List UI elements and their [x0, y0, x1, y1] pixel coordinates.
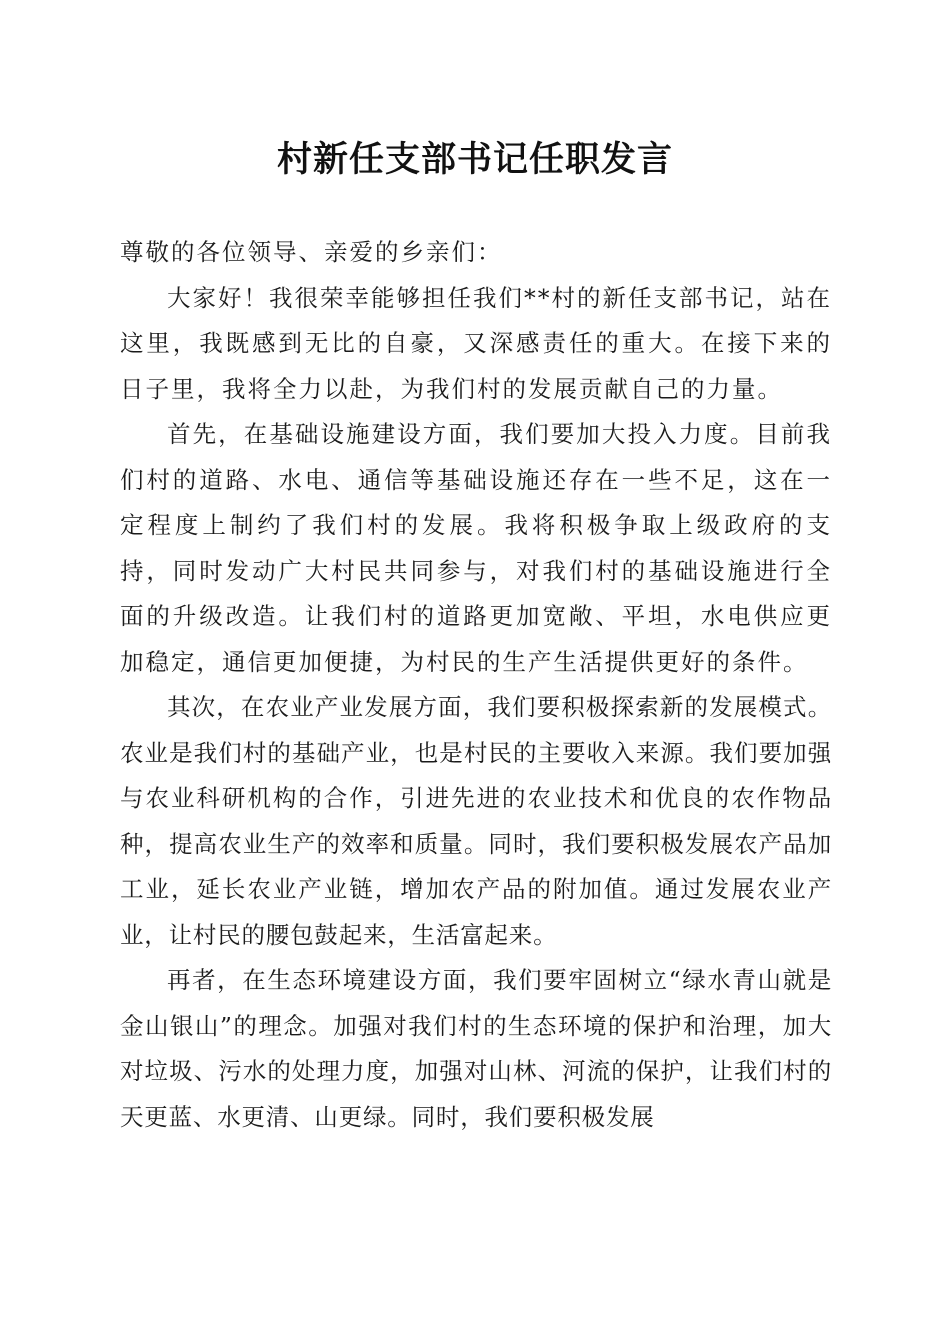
- document-title: 村新任支部书记任职发言: [276, 139, 673, 180]
- paragraph-greeting: 大家好！我很荣幸能够担任我们**村的新任支部书记，站在这里，我既感到无比的自豪，又深感责任的重大。在接下来的日子里，我将全力以赴，为我们村的发展贡献自己的力量。: [120, 283, 832, 403]
- paragraph-infrastructure: 首先，在基础设施建设方面，我们要加大投入力度。目前我们村的道路、水电、通信等基础设施还存在一些不足，这在一定程度上制约了我们村的发展。我将积极争取上级政府的支持，同时发动广大村民共同参与，对我们村的基础设施进行全面的升级改造。让我们村的道路更加宽敞、平坦，水电供应更加稳定，通信更加便捷，为村民的生产生活提供更好的条件。: [120, 420, 832, 676]
- salutation: 尊敬的各位领导、亲爱的乡亲们：: [120, 238, 503, 266]
- document-body: [120, 230, 832, 1140]
- paragraph-agriculture: 其次，在农业产业发展方面，我们要积极探索新的发展模式。农业是我们村的基础产业，也是村民的主要收入来源。我们要加强与农业科研机构的合作，引进先进的农业技术和优良的农作物品种，提高农业生产的效率和质量。同时，我们要积极发展农产品加工业，延长农业产业链，增加农产品的附加值。通过发展农业产业，让村民的腰包鼓起来，生活富起来。: [120, 693, 832, 949]
- paragraph-ecology: 再者，在生态环境建设方面，我们要牢固树立“绿水青山就是金山银山”的理念。加强对我们村的生态环境的保护和治理，加大对垃圾、污水的处理力度，加强对山林、河流的保护，让我们村的天更蓝、水更清、山更绿。同时，我们要积极发展: [120, 966, 832, 1131]
